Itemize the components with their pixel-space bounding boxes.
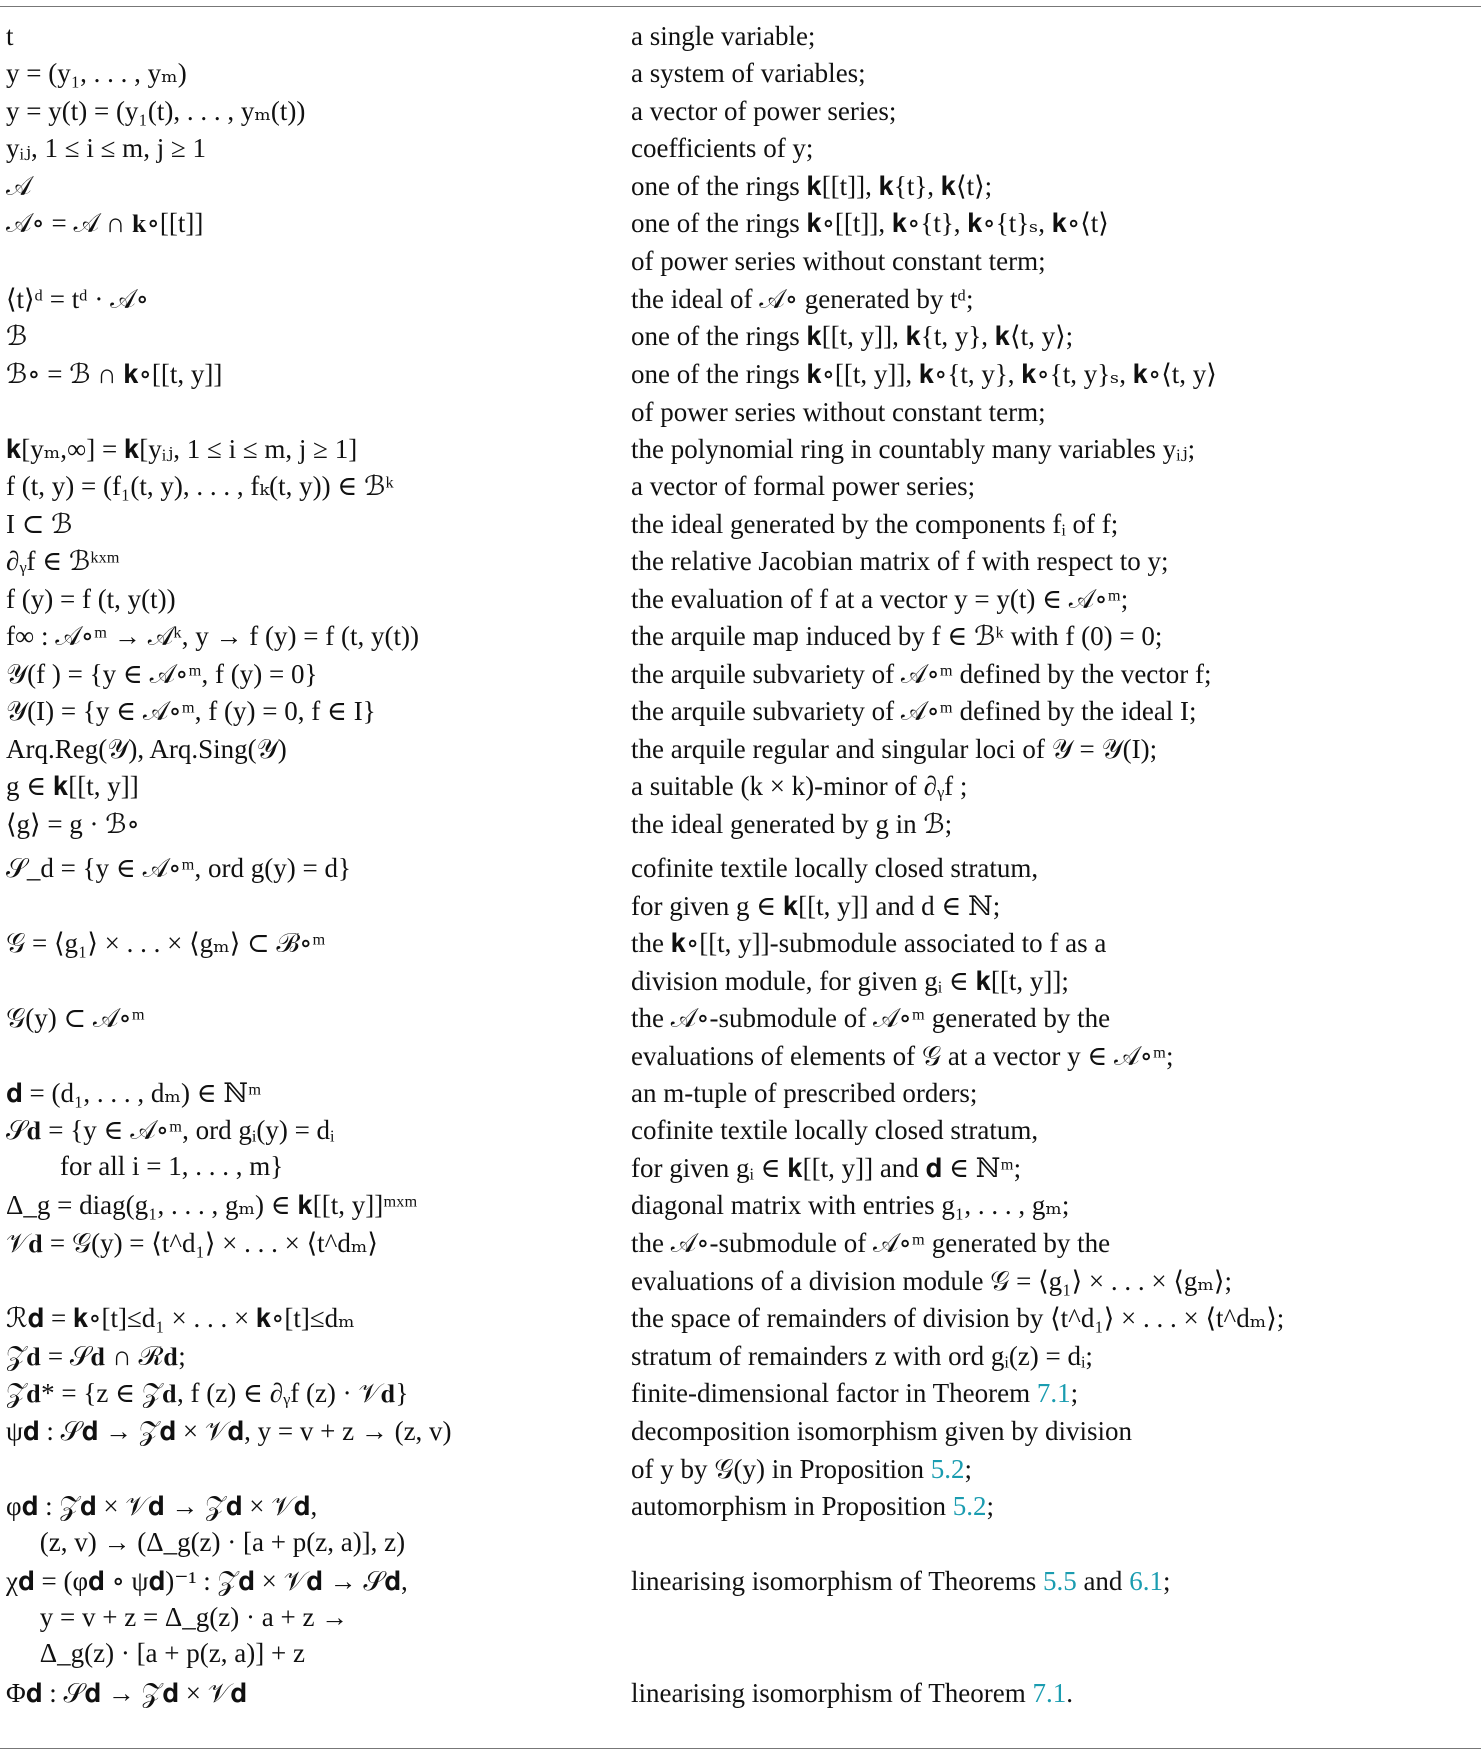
description-cell: the arquile map induced by f ∈ ℬᵏ with f (0) = 0; [631, 621, 1163, 651]
symbol-cell: 𝒵𝐝 = 𝒮𝐝 ∩ ℛ𝐝; [6, 1341, 186, 1371]
symbol-cell: 𝒴(f ) = {y ∈ 𝒜∘ᵐ, f (y) = 0} [6, 659, 318, 689]
symbol-cell: Δ_g = diag(g₁, . . . , gₘ) ∈ 𝐤[[t, y]]ᵐˣᵐ [6, 1190, 418, 1220]
symbol-cell: ℬ [6, 321, 28, 351]
description-cell: the polynomial ring in countably many variables yᵢⱼ; [631, 434, 1196, 464]
symbol-cell: ℛ𝐝 = 𝐤∘[t]≤d₁ × . . . × 𝐤∘[t]≤dₘ [6, 1303, 355, 1333]
symbol-cell: ψ𝐝 : 𝒮𝐝 → 𝒵𝐝 × 𝒱𝐝, y = v + z → (z, v) [6, 1416, 452, 1446]
symbol-cell: ∂ᵧf ∈ ℬᵏˣᵐ [6, 546, 120, 576]
symbol-cell: φ𝐝 : 𝒵𝐝 × 𝒱𝐝 → 𝒵𝐝 × 𝒱𝐝, (z, v) → (Δ_g(z) · [a + p(z, a)], z) [6, 1491, 406, 1557]
symbol-cell: t [6, 21, 14, 51]
symbol-cell: 𝒜∘ = 𝒜 ∩ 𝐤∘[[t]] [6, 208, 204, 238]
description-cell: the arquile subvariety of 𝒜∘ᵐ defined by the vector f; [631, 659, 1212, 689]
reference-link[interactable]: 7.1 [1032, 1678, 1067, 1708]
description-cell: the 𝒜∘-submodule of 𝒜∘ᵐ generated by the evaluations of elements of 𝒢 at a vector y ∈ 𝒜∘ᵐ; [631, 1003, 1174, 1071]
symbol-cell: 𝒜 [6, 171, 32, 201]
description-cell: the 𝒜∘-submodule of 𝒜∘ᵐ generated by the evaluations of a division module 𝒢 = ⟨g₁⟩ × . . . × ⟨gₘ⟩; [631, 1228, 1232, 1296]
description-cell: finite-dimensional factor in Theorem 7.1; [631, 1378, 1079, 1408]
description-cell: the space of remainders of division by ⟨t^d₁⟩ × . . . × ⟨t^dₘ⟩; [631, 1303, 1285, 1333]
symbol-cell: 𝒮_d = {y ∈ 𝒜∘ᵐ, ord g(y) = d} [6, 853, 351, 883]
description-cell: one of the rings 𝐤∘[[t]], 𝐤∘{t}, 𝐤∘{t}ₛ, 𝐤∘⟨t⟩ of power series without constant term; [631, 208, 1109, 276]
description-cell: diagonal matrix with entries g₁, . . . , gₘ; [631, 1190, 1070, 1220]
description-cell: an m-tuple of prescribed orders; [631, 1078, 978, 1108]
description-cell: the arquile regular and singular loci of 𝒴 = 𝒴(I); [631, 734, 1158, 764]
symbol-cell: f (y) = f (t, y(t)) [6, 584, 176, 614]
symbol-cell: y = (y₁, . . . , yₘ) [6, 58, 187, 88]
symbol-cell: 𝒢(y) ⊂ 𝒜∘ᵐ [6, 1003, 145, 1033]
description-cell: cofinite textile locally closed stratum, for given g ∈ 𝐤[[t, y]] and d ∈ ℕ; [631, 853, 1039, 921]
symbol-cell: 𝒵𝐝* = {z ∈ 𝒵𝐝, f (z) ∈ ∂ᵧf (z) · 𝒱𝐝} [6, 1378, 409, 1408]
description-cell: decomposition isomorphism given by division of y by 𝒢(y) in Proposition 5.2; [631, 1416, 1132, 1484]
description-cell: the ideal generated by g in ℬ; [631, 809, 953, 839]
description-cell: the 𝐤∘[[t, y]]-submodule associated to f as a division module, for given gᵢ ∈ 𝐤[[t, y]]; [631, 928, 1107, 996]
description-cell: the ideal generated by the components fᵢ of f; [631, 509, 1119, 539]
description-cell: one of the rings 𝐤[[t, y]], 𝐤{t, y}, 𝐤⟨t, y⟩; [631, 321, 1074, 351]
description-cell: the arquile subvariety of 𝒜∘ᵐ defined by the ideal I; [631, 696, 1197, 726]
description-cell: the relative Jacobian matrix of f with respect to y; [631, 546, 1169, 576]
symbol-cell: g ∈ 𝐤[[t, y]] [6, 771, 139, 801]
description-cell: the evaluation of f at a vector y = y(t) ∈ 𝒜∘ᵐ; [631, 584, 1129, 614]
reference-link[interactable]: 7.1 [1036, 1378, 1071, 1408]
symbol-cell: y = y(t) = (y₁(t), . . . , yₘ(t)) [6, 96, 306, 126]
description-cell: a suitable (k × k)-minor of ∂ᵧf ; [631, 771, 968, 801]
reference-link[interactable]: 5.2 [952, 1491, 987, 1521]
description-cell: automorphism in Proposition 5.2; [631, 1491, 995, 1521]
symbol-cell: ⟨t⟩ᵈ = tᵈ · 𝒜∘ [6, 284, 149, 314]
description-cell: a system of variables; [631, 58, 866, 88]
symbol-cell: ⟨g⟩ = g · ℬ∘ [6, 809, 140, 839]
description-cell: cofinite textile locally closed stratum, for given gᵢ ∈ 𝐤[[t, y]] and 𝐝 ∈ ℕᵐ; [631, 1115, 1039, 1183]
symbol-cell: ℬ∘ = ℬ ∩ 𝐤∘[[t, y]] [6, 359, 223, 389]
symbol-cell: f (t, y) = (f₁(t, y), . . . , fₖ(t, y)) ∈ ℬᵏ [6, 471, 394, 501]
symbol-cell: 𝒢 = ⟨g₁⟩ × . . . × ⟨gₘ⟩ ⊂ ℬ∘ᵐ [6, 928, 326, 958]
description-cell: linearising isomorphism of Theorems 5.5 and 6.1; [631, 1566, 1171, 1596]
symbol-cell: Arq.Reg(𝒴), Arq.Sing(𝒴) [6, 734, 287, 764]
description-cell: the ideal of 𝒜∘ generated by tᵈ; [631, 284, 974, 314]
top-rule [0, 6, 1481, 7]
symbol-cell: yᵢⱼ, 1 ≤ i ≤ m, j ≥ 1 [6, 133, 207, 163]
description-cell: a vector of power series; [631, 96, 897, 126]
reference-link[interactable]: 6.1 [1129, 1566, 1163, 1596]
symbol-cell: 𝐝 = (d₁, . . . , dₘ) ∈ ℕᵐ [6, 1078, 262, 1108]
description-cell: coefficients of y; [631, 133, 814, 163]
description-cell: linearising isomorphism of Theorem 7.1. [631, 1678, 1073, 1708]
symbol-cell: 𝒮𝐝 = {y ∈ 𝒜∘ᵐ, ord gᵢ(y) = dᵢ for all i = 1, . . . , m} [6, 1115, 335, 1181]
symbol-cell: Φ𝐝 : 𝒮𝐝 → 𝒵𝐝 × 𝒱𝐝 [6, 1678, 247, 1708]
description-cell: stratum of remainders z with ord gᵢ(z) = dᵢ; [631, 1341, 1093, 1371]
reference-link[interactable]: 5.2 [930, 1453, 965, 1484]
description-cell: a single variable; [631, 21, 816, 51]
bottom-rule [0, 1748, 1481, 1749]
symbol-cell: f∞ : 𝒜∘ᵐ → 𝒜ᵏ, y → f (y) = f (t, y(t)) [6, 621, 419, 651]
description-cell: one of the rings 𝐤∘[[t, y]], 𝐤∘{t, y}, 𝐤∘{t, y}ₛ, 𝐤∘⟨t, y⟩ of power series without constant term; [631, 359, 1217, 427]
description-cell: one of the rings 𝐤[[t]], 𝐤{t}, 𝐤⟨t⟩; [631, 171, 993, 201]
reference-link[interactable]: 5.5 [1042, 1566, 1077, 1596]
description-cell: a vector of formal power series; [631, 471, 976, 501]
symbol-cell: 𝐤[yₘ,∞] = 𝐤[yᵢⱼ, 1 ≤ i ≤ m, j ≥ 1] [6, 434, 358, 464]
symbol-cell: I ⊂ ℬ [6, 509, 73, 539]
symbol-cell: 𝒴(I) = {y ∈ 𝒜∘ᵐ, f (y) = 0, f ∈ I} [6, 696, 376, 726]
symbol-cell: χ𝐝 = (φ𝐝 ∘ ψ𝐝)⁻¹ : 𝒵𝐝 × 𝒱𝐝 → 𝒮𝐝, y = v + z = Δ_g(z) · a + z → Δ_g(z) · [a + p(z, a)] + z [6, 1566, 408, 1668]
symbol-cell: 𝒱𝐝 = 𝒢(y) = ⟨t^d₁⟩ × . . . × ⟨t^dₘ⟩ [6, 1228, 378, 1258]
